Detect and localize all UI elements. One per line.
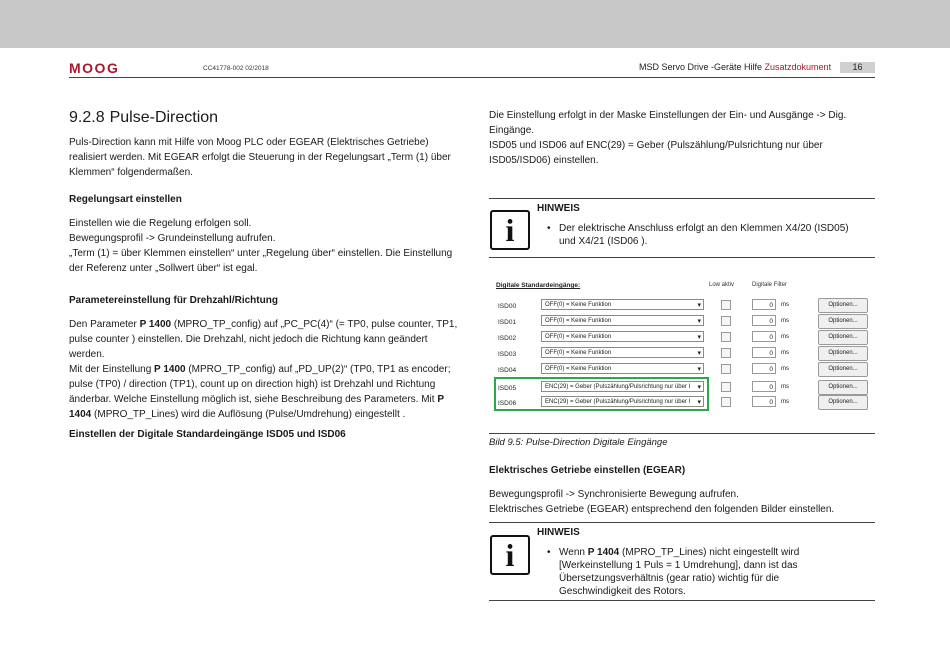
document-id: CC41778-002 02/2018 xyxy=(203,65,269,72)
input-label: ISD06 xyxy=(498,400,517,407)
low-active-checkbox[interactable] xyxy=(721,348,731,358)
page-number: 16 xyxy=(840,62,875,73)
low-active-checkbox[interactable] xyxy=(721,397,731,407)
input-row-isd04 xyxy=(489,363,875,377)
filter-input[interactable]: 0 xyxy=(752,347,776,358)
section-title: Pulse-Direction xyxy=(109,109,219,126)
parameter-paragraph-2 xyxy=(69,362,461,422)
note-title: HINWEIS xyxy=(537,527,580,538)
right-column-lower xyxy=(489,463,875,517)
low-active-checkbox[interactable] xyxy=(721,300,731,310)
text-line: Bewegungsprofil -> Grundeinstellung aufrufen. xyxy=(69,233,276,244)
info-icon: i xyxy=(490,210,530,250)
low-active-checkbox[interactable] xyxy=(721,382,731,392)
moog-logo: MOOG xyxy=(69,60,120,76)
low-active-checkbox[interactable] xyxy=(721,316,731,326)
filter-input[interactable]: 0 xyxy=(752,396,776,407)
note-text xyxy=(559,546,829,598)
text-line: „Term (1) = über Klemmen einstellen“ unter „Regelung über“ einstellen. Die Einstellung der Referenz unter „Sollwert über“ ist egal. xyxy=(69,248,453,274)
input-label: ISD05 xyxy=(498,385,517,392)
filter-input[interactable]: 0 xyxy=(752,315,776,326)
header-title-plain: MSD Servo Drive -Geräte Hilfe xyxy=(639,62,765,72)
function-select[interactable]: OFF(0) = Keine Funktion ▾ xyxy=(541,363,704,374)
options-button[interactable]: Optionen... xyxy=(818,395,868,410)
filter-input[interactable]: 0 xyxy=(752,381,776,392)
header-title-accent: Zusatzdokument xyxy=(764,62,832,72)
intro-paragraph: Puls-Direction kann mit Hilfe von Moog PLC oder EGEAR (Elektrisches Getriebe) realisiert werden. Mit EGEAR erfolgt die Steuerung in der Regelungsart „Term (1) über Klemmen“ folgendermaßen. xyxy=(69,137,451,178)
highlight-box xyxy=(494,377,709,411)
subheading-egear: Elektrisches Getriebe einstellen (EGEAR) xyxy=(489,465,686,476)
column-digital-filter: Digitale Filter xyxy=(752,282,788,288)
right-intro-2: ISD05 und ISD06 auf ENC(29) = Geber (Pulszählung/Pulsrichtung nur über ISD05/ISD06) einstellen. xyxy=(489,140,823,166)
parameter-ref: P 1400 xyxy=(139,319,172,330)
low-active-checkbox[interactable] xyxy=(721,364,731,374)
subheading-digital-inputs: Einstellen der Digitale Standardeingänge ISD05 und ISD06 xyxy=(69,429,346,440)
input-label: ISD04 xyxy=(498,367,517,374)
options-button[interactable]: Optionen... xyxy=(818,298,868,313)
parameter-ref: P 1404 xyxy=(69,394,444,420)
filter-unit: ms xyxy=(781,334,789,340)
text-span: (MPRO_TP_Lines) nicht eingestellt wird [Werkeinstellung 1 Puls = 1 Umdrehung], dann ist das Übersetzungsverhältnis (gear ratio) wichtig für die Geschwindigkeit des Rotors. xyxy=(559,547,800,597)
input-row-isd01 xyxy=(489,315,875,329)
filter-input[interactable]: 0 xyxy=(752,363,776,374)
text-span: Wenn xyxy=(559,547,588,558)
digital-inputs-screenshot xyxy=(489,278,875,430)
text-line: Bewegungsprofil -> Synchronisierte Bewegung aufrufen. xyxy=(489,489,739,500)
figure-caption: Bild 9.5: Pulse-Direction Digitale Eingänge xyxy=(489,433,875,448)
function-select[interactable]: ENC(29) = Geber (Pulszählung/Pulsrichtung nur über I ▾ xyxy=(541,396,704,407)
text-line: Einstellen wie die Regelung erfolgen soll. xyxy=(69,218,252,229)
filter-input[interactable]: 0 xyxy=(752,331,776,342)
note-text: • Der elektrische Anschluss erfolgt an den Klemmen X4/20 (ISD05) und X4/21 (ISD06 ). xyxy=(559,222,859,248)
text-line: Elektrisches Getriebe (EGEAR) entsprechend den folgenden Bilder einstellen. xyxy=(489,504,835,515)
right-column xyxy=(489,108,875,168)
options-button[interactable]: Optionen... xyxy=(818,362,868,377)
input-label: ISD01 xyxy=(498,319,517,326)
filter-unit: ms xyxy=(781,302,789,308)
input-row-isd03 xyxy=(489,347,875,361)
text-span: (MPRO_TP_config) auf „PD_UP(2)“ (TP0, TP1 as encoder; pulse (TP0) / direction (TP1), count up on direction high) ist Drehzahl und Richtung änderbar. Welche Einstellung möglich ist, siehe Beschreibung des Parameters. Mit xyxy=(69,364,451,405)
filter-unit: ms xyxy=(781,384,789,390)
text-span: (MPRO_TP_Lines) wird die Auflösung (Pulse/Umdrehung) eingestellt . xyxy=(91,409,406,420)
right-intro-1: Die Einstellung erfolgt in der Maske Einstellungen der Ein- und Ausgänge -> Dig. Eingänge. xyxy=(489,110,847,136)
parameter-ref: P 1404 xyxy=(587,547,620,558)
header-divider xyxy=(69,77,875,78)
input-label: ISD03 xyxy=(498,351,517,358)
note-box-1 xyxy=(489,198,875,258)
function-select[interactable]: OFF(0) = Keine Funktion ▾ xyxy=(541,331,704,342)
input-row-isd02 xyxy=(489,331,875,345)
function-select[interactable]: ENC(29) = Geber (Pulszählung/Pulsrichtung nur über I ▾ xyxy=(541,381,704,392)
input-row-isd00 xyxy=(489,299,875,313)
left-column xyxy=(69,108,461,451)
info-icon: i xyxy=(490,535,530,575)
filter-unit: ms xyxy=(781,350,789,356)
section-number: 9.2.8 xyxy=(69,109,105,126)
viewer-top-bar xyxy=(0,0,950,48)
function-select[interactable]: OFF(0) = Keine Funktion ▾ xyxy=(541,347,704,358)
parameter-paragraph-1 xyxy=(69,317,461,362)
note-box-2 xyxy=(489,522,875,601)
text-span: Mit der Einstellung xyxy=(69,364,155,375)
text-span: Den Parameter xyxy=(69,319,140,330)
parameter-ref: P 1400 xyxy=(154,364,186,375)
input-label: ISD00 xyxy=(498,303,517,310)
options-button[interactable]: Optionen... xyxy=(818,314,868,329)
low-active-checkbox[interactable] xyxy=(721,332,731,342)
subheading-regelungsart: Regelungsart einstellen xyxy=(69,194,182,205)
filter-unit: ms xyxy=(781,318,789,324)
filter-unit: ms xyxy=(781,399,789,405)
function-select[interactable]: OFF(0) = Keine Funktion ▾ xyxy=(541,315,704,326)
column-low-active: Low aktiv xyxy=(709,282,735,288)
options-button[interactable]: Optionen... xyxy=(818,330,868,345)
text-span: (MPRO_TP_config) auf „PC_PC(4)“ (= TP0, pulse counter, TP1, pulse counter ) einstellen. Die Drehzahl, nicht jedoch die Richtung kann geändert werden. xyxy=(69,319,458,360)
note-title: HINWEIS xyxy=(537,203,580,214)
options-button[interactable]: Optionen... xyxy=(818,346,868,361)
input-label: ISD02 xyxy=(498,335,517,342)
filter-unit: ms xyxy=(781,366,789,372)
header-title xyxy=(639,62,831,72)
subheading-parameter: Parametereinstellung für Drehzahl/Richtung xyxy=(69,295,278,306)
filter-input[interactable]: 0 xyxy=(752,299,776,310)
section-heading xyxy=(69,108,461,128)
screenshot-title: Digitale Standardeingänge: xyxy=(496,282,581,289)
function-select[interactable]: OFF(0) = Keine Funktion ▾ xyxy=(541,299,704,310)
options-button[interactable]: Optionen... xyxy=(818,380,868,395)
